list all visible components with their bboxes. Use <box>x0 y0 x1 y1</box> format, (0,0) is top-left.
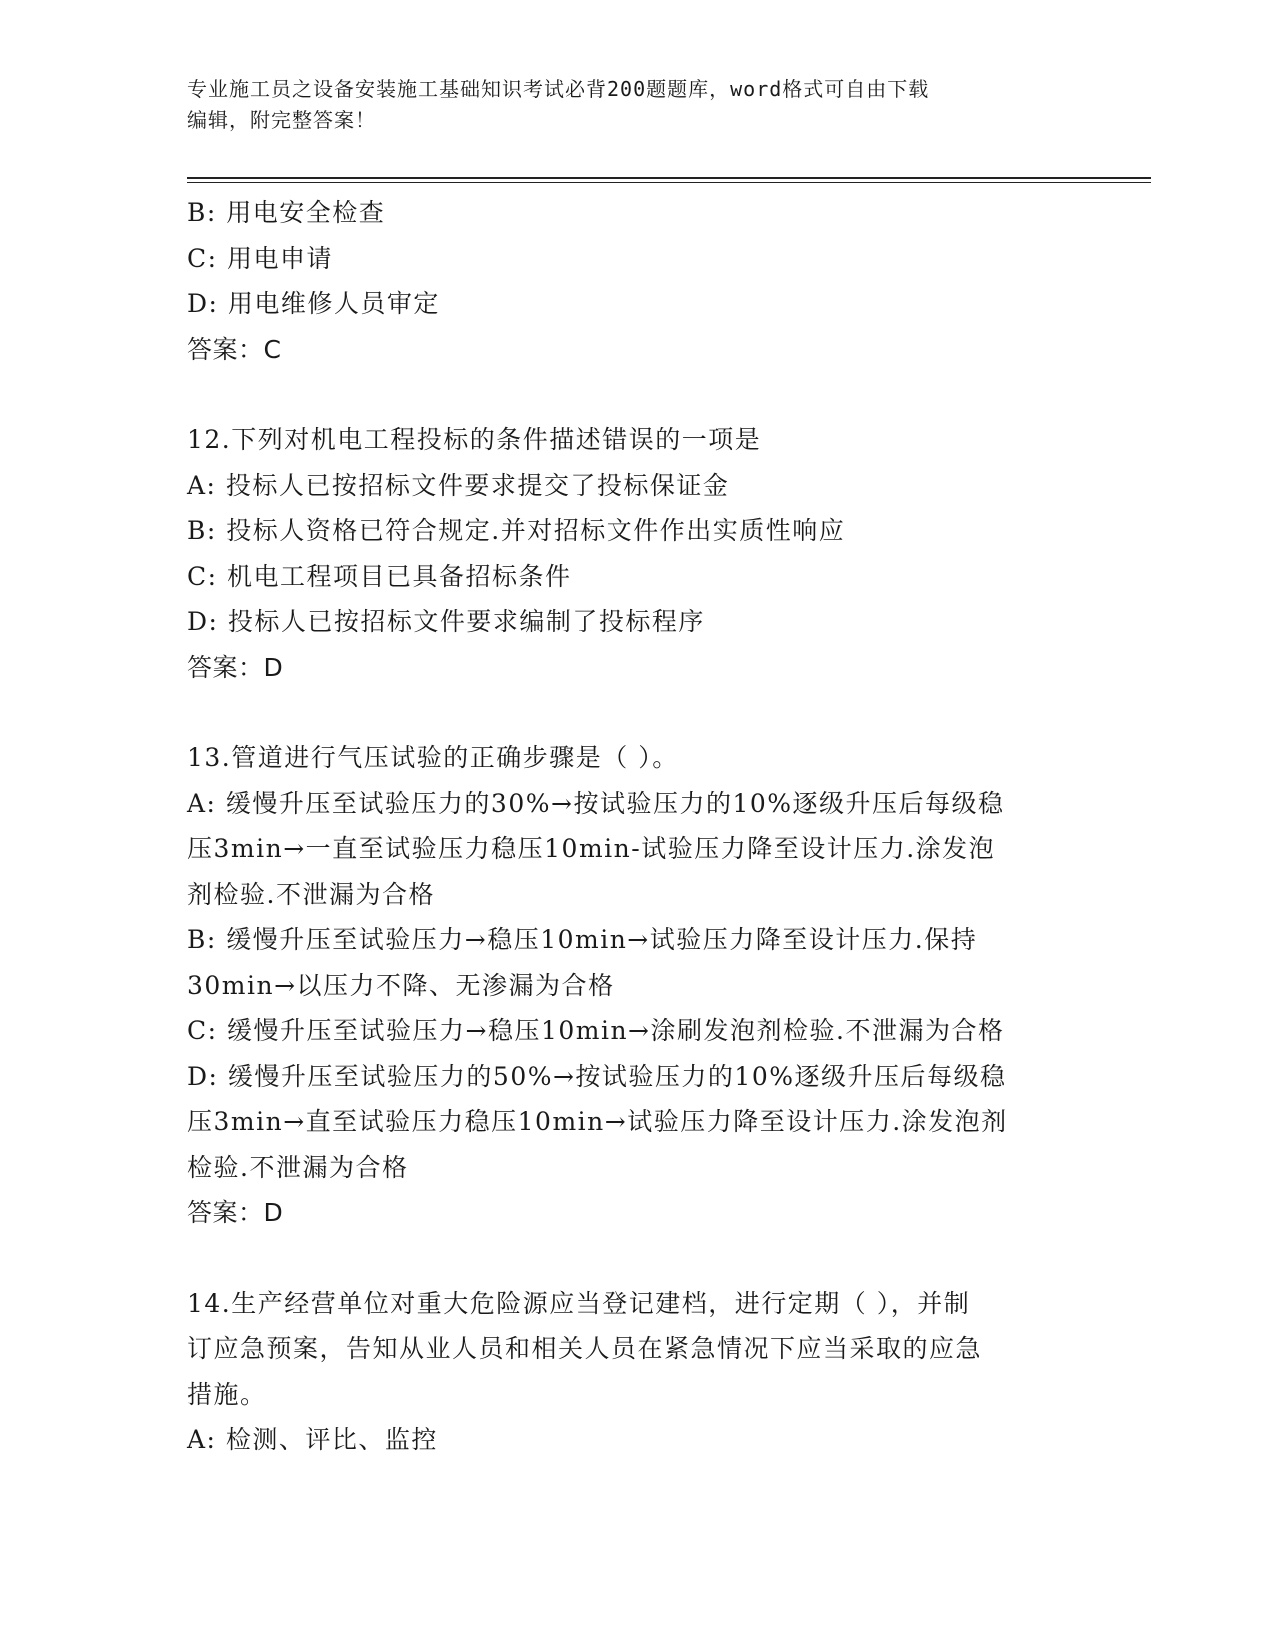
q11-answer: 答案：C <box>187 334 282 364</box>
q12-option-a: A: 投标人已按招标文件要求提交了投标保证金 <box>187 470 730 500</box>
q14-option-a: A: 检测、评比、监控 <box>187 1425 438 1454</box>
spacer <box>187 690 1087 735</box>
q13-option-a-line1: A: 缓慢升压至试验压力的30%→按试验压力的10%逐级升压后每级稳 <box>187 788 1005 818</box>
spacer <box>187 372 1087 417</box>
q14-question-line1: 14.生产经营单位对重大危险源应当登记建档，进行定期（ ），并制 <box>187 1288 971 1318</box>
q13-option-d-line1: D: 缓慢升压至试验压力的50%→按试验压力的10%逐级升压后每级稳 <box>187 1061 1007 1091</box>
q12-option-c: C: 机电工程项目已具备招标条件 <box>187 561 572 591</box>
q13-option-b-line1: B: 缓慢升压至试验压力→稳压10min→试验压力降至设计压力.保持 <box>187 925 978 954</box>
q14-question-line2: 订应急预案，告知从业人员和相关人员在紧急情况下应当采取的应急 <box>187 1334 983 1363</box>
q13-option-a-line3: 剂检验.不泄漏为合格 <box>187 879 435 909</box>
header-rule-thick <box>187 177 1151 179</box>
header-line-1: 专业施工员之设备安装施工基础知识考试必背200题题库，word格式可自由下载 <box>187 77 930 101</box>
q13-option-d-line2: 压3min→直至试验压力稳压10min→试验压力降至设计压力.涂发泡剂 <box>187 1107 1008 1136</box>
q13-option-d-line3: 检验.不泄漏为合格 <box>187 1152 409 1182</box>
q13-option-b-line2: 30min→以压力不降、无渗漏为合格 <box>187 970 615 1000</box>
q12-option-d: D: 投标人已按招标文件要求编制了投标程序 <box>187 607 705 636</box>
q12-question: 12.下列对机电工程投标的条件描述错误的一项是 <box>187 425 762 454</box>
header-rule-thin <box>187 182 1151 183</box>
q11-option-c: C: 用电申请 <box>187 243 333 273</box>
q12-option-b: B: 投标人资格已符合规定.并对招标文件作出实质性响应 <box>187 516 846 545</box>
question-list <box>187 190 1087 1463</box>
q11-option-d: D: 用电维修人员审定 <box>187 289 440 318</box>
header-line-2: 编辑，附完整答案！ <box>187 108 376 132</box>
spacer <box>187 1236 1087 1281</box>
q13-option-a-line2: 压3min→一直至试验压力稳压10min-试验压力降至设计压力.涂发泡 <box>187 834 996 863</box>
document-header <box>187 74 1067 136</box>
q13-answer: 答案：D <box>187 1198 284 1227</box>
q12-answer: 答案：D <box>187 652 284 682</box>
q13-question: 13.管道进行气压试验的正确步骤是（ ）。 <box>187 743 679 772</box>
q14-question-line3: 措施。 <box>187 1379 267 1409</box>
q13-option-c: C: 缓慢升压至试验压力→稳压10min→涂刷发泡剂检验.不泄漏为合格 <box>187 1016 1005 1045</box>
q11-option-b: B: 用电安全检查 <box>187 198 386 227</box>
